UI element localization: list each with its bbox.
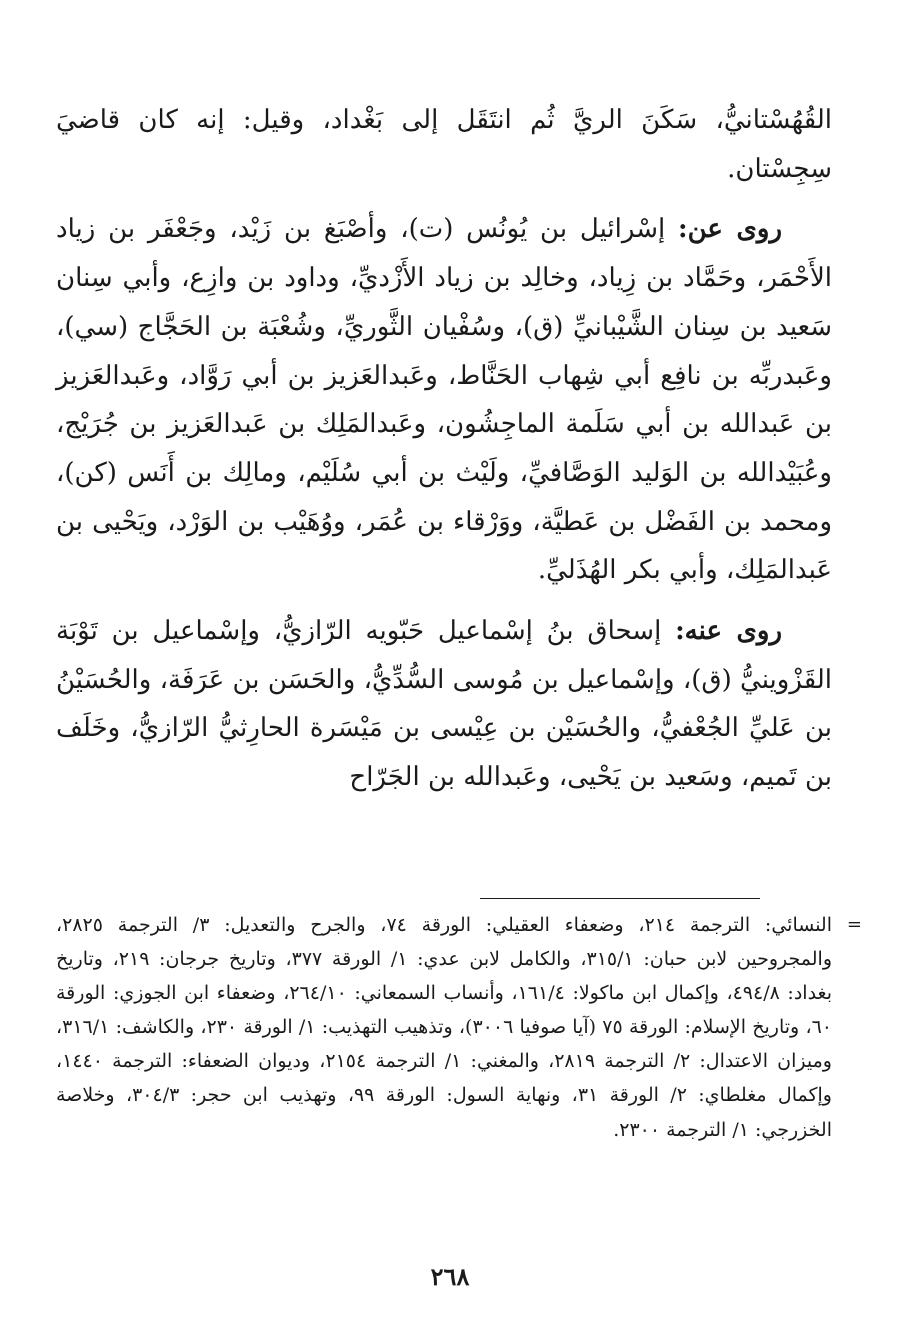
narrated-from-text: إسْرائيل بن يُونُس (ت)، وأصْبَغ بن زَيْد، وجَعْفَر بن زياد الأَحْمَر، وحَمَّاد بن زِياد، وخالِد بن زياد الأَزْديِّ، وداود بن وازِع، وأبي سِنان سَعيد بن سِنان الشَّيْبانيِّ (ق)، وسُفْيان الثَّوريِّ، وشُعْبَة بن الحَجَّاج (سي)، وعَبدربِّه بن نافِع أبي شِهاب الحَنَّاط، وعَبدالعَزيز بن أبي رَوَّاد، وعَبدالعَزيز بن عَبدالله بن أبي سَلَمة الماجِشُون، وعَبدالمَلِك بن عَبدالعَزيز بن جُرَيْج، وعُبَيْدالله بن الوَليد الوَصَّافيِّ، ولَيْث بن أبي سُلَيْم، ومالِك بن أَنَس (كن)، ومحمد بن الفَضْل بن عَطيَّة، ووَرْقاء بن عُمَر، ووُهَيْب بن الوَرْد، ويَحْيى بن عَبدالمَلِك، وأبي بكر الهُذَليِّ. <box>56 214 832 586</box>
narrated-by-heading: روى عنه: <box>675 616 782 647</box>
footnote <box>56 908 862 1147</box>
paragraph-biography-text: القُهُسْتانيُّ، سَكَنَ الريَّ ثُم انتَقَل إلى بَغْداد، وقيل: إنه كان قاضيَ سِجِسْتان. <box>56 105 832 184</box>
footnote-continuation-marker: = <box>846 914 862 935</box>
narrated-by-text: إسحاق بنُ إسْماعيل حَبّويه الرّازيُّ، وإسْماعيل بن تَوْبَة القَزْوينيُّ (ق)، وإسْماعيل بن مُوسى السُّدِّيُّ، والحَسَن بن عَرَفَة، والحُسَيْنُ بن عَليِّ الجُعْفيُّ، والحُسَيْن بن عِيْسى بن مَيْسَرة الحارِثيُّ الرّازيُّ، وخَلَف بن تَميم، وسَعيد بن يَحْيى، وعَبدالله بن الجَرّاح <box>56 616 832 793</box>
paragraph-narrated-by <box>56 607 832 802</box>
footnote-text: النسائي: الترجمة ٢١٤، وضعفاء العقيلي: الورقة ٧٤، والجرح والتعديل: ٣/ الترجمة ٢٨٢٥، والمجروحين لابن حبان: ٣١٥/١، والكامل لابن عدي: ١/ الورقة ٣٧٧، وتاريخ جرجان: ٢١٩، وتاريخ بغداد: ٤٩٤/٨، وإكمال ابن ماكولا: ١٦١/٤، وأنساب السمعاني: ٢٦٤/١٠، وضعفاء ابن الجوزي: الورقة ٦٠، وتاريخ الإسلام: الورقة ٧٥ (آيا صوفيا ٣٠٠٦)، وتذهيب التهذيب: ١/ الورقة ٢٣٠، والكاشف: ٣١٦/١، وميزان الاعتدال: ٢/ الترجمة ٢٨١٩، والمغني: ١/ الترجمة ٢١٥٤، وديوان الضعفاء: الترجمة ١٤٤٠، وإكمال مغلطاي: ٢/ الورقة ٣١، ونهاية السول: الورقة ٩٩، وتهذيب ابن حجر: ٣٠٤/٣، وخلاصة الخزرجي: ١/ الترجمة ٢٣٠٠. <box>56 914 833 1141</box>
narrated-from-heading: روى عن: <box>678 214 783 245</box>
paragraph-narrated-from <box>56 205 832 595</box>
footnote-separator <box>480 898 760 899</box>
paragraph-biography <box>56 96 832 193</box>
page-number: ٢٦٨ <box>430 1262 470 1291</box>
main-text <box>56 96 832 814</box>
